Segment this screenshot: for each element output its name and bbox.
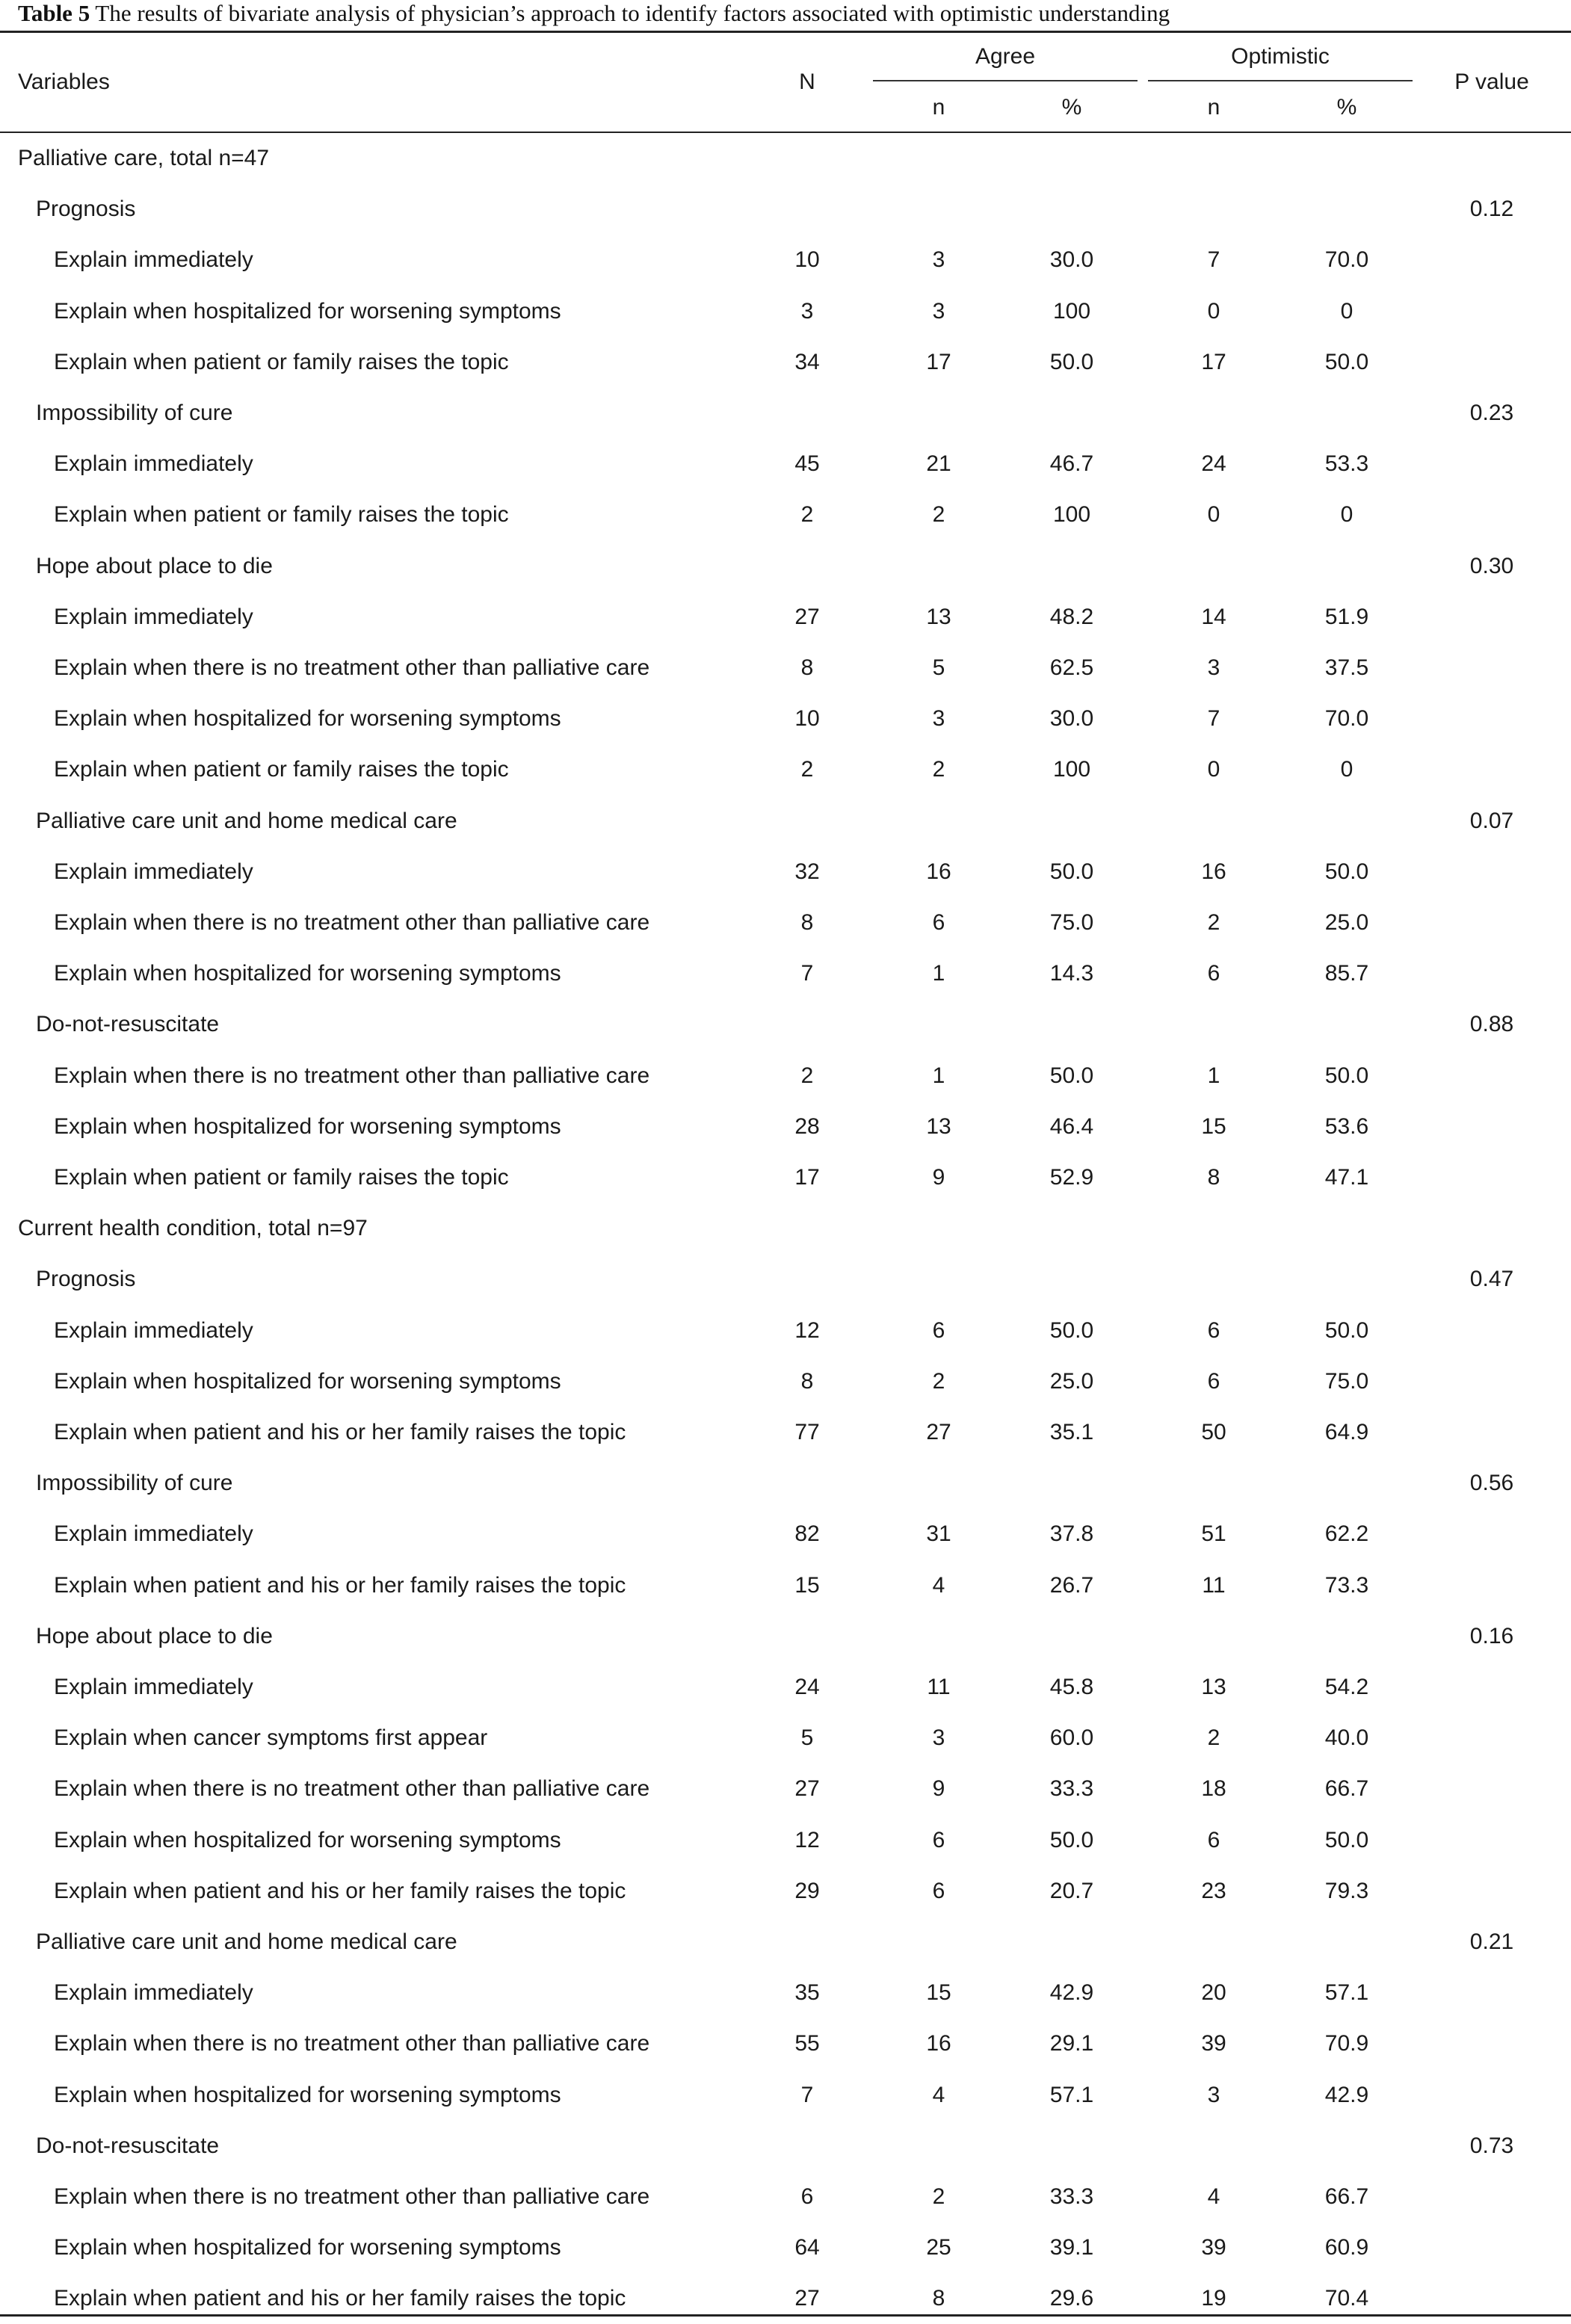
category-row [0, 999, 1571, 1050]
cell-opt-pct: 64.9 [1324, 1420, 1369, 1444]
row-label: Explain immediately [54, 604, 253, 629]
cell-n-total: 28 [794, 1113, 820, 1139]
agree-span-rule [873, 80, 1138, 81]
table-row [0, 2070, 1571, 2121]
cell-agree-pct: 100 [1052, 757, 1091, 782]
table-row [0, 693, 1571, 744]
table-row [0, 1101, 1571, 1152]
cell-opt-n: 7 [1207, 247, 1220, 273]
category-row [0, 2121, 1571, 2172]
cell-n-total: 8 [800, 655, 814, 680]
cell-agree-n: 2 [932, 1368, 945, 1394]
row-label: Explain when patient and his or her family raises the topic [54, 2286, 626, 2311]
row-label: Explain when there is no treatment other than palliative care [54, 655, 650, 680]
category-row [0, 1254, 1571, 1305]
cell-opt-pct: 73.3 [1324, 1572, 1369, 1598]
row-label: Explain immediately [54, 1980, 253, 2006]
cell-agree-pct: 45.8 [1049, 1675, 1094, 1699]
cell-opt-pct: 50.0 [1324, 859, 1369, 884]
cell-n-total: 17 [794, 1165, 820, 1190]
cell-n-total: 35 [794, 1980, 820, 2006]
table-row [0, 1815, 1571, 1866]
cell-n-total: 5 [800, 1725, 814, 1751]
cell-agree-n: 21 [926, 451, 951, 477]
table-row [0, 1407, 1571, 1458]
cell-agree-pct: 60.0 [1049, 1725, 1094, 1751]
cell-agree-pct: 50.0 [1049, 859, 1094, 884]
cell-opt-pct: 75.0 [1324, 1368, 1369, 1394]
cell-agree-pct: 46.4 [1049, 1113, 1094, 1139]
cell-agree-n: 5 [932, 655, 945, 680]
table-row [0, 1356, 1571, 1407]
table-row [0, 1560, 1571, 1611]
cell-agree-n: 1 [932, 1063, 945, 1088]
row-label: Explain when hospitalized for worsening symptoms [54, 2235, 561, 2260]
cell-opt-n: 6 [1207, 1827, 1220, 1852]
row-label: Current health condition, total n=97 [18, 1216, 368, 1241]
cell-agree-pct: 26.7 [1049, 1572, 1094, 1598]
cell-agree-pct: 48.2 [1049, 604, 1094, 629]
cell-agree-pct: 50.0 [1049, 349, 1094, 374]
cell-n-total: 64 [794, 2235, 820, 2260]
row-label: Impossibility of cure [36, 401, 233, 425]
cell-agree-n: 2 [932, 757, 945, 782]
table-row [0, 1305, 1571, 1356]
cell-agree-n: 13 [926, 604, 951, 629]
cell-pvalue: 0.12 [1469, 197, 1514, 222]
row-label: Prognosis [36, 197, 136, 222]
cell-opt-pct: 0 [1340, 757, 1354, 782]
cell-opt-pct: 66.7 [1324, 2184, 1369, 2209]
cell-opt-n: 50 [1201, 1420, 1226, 1444]
cell-agree-pct: 52.9 [1049, 1165, 1094, 1190]
cell-n-total: 10 [794, 247, 820, 273]
cell-opt-n: 6 [1207, 1368, 1220, 1394]
cell-n-total: 27 [794, 2286, 820, 2311]
cell-opt-n: 18 [1201, 1776, 1226, 1802]
header-agree-n: n [932, 95, 945, 120]
cell-agree-n: 31 [926, 1521, 951, 1547]
cell-pvalue: 0.16 [1469, 1623, 1514, 1648]
cell-agree-pct: 29.1 [1049, 2031, 1094, 2056]
cell-opt-n: 39 [1201, 2235, 1226, 2260]
bottom-rule [0, 2314, 1571, 2317]
cell-opt-pct: 51.9 [1324, 604, 1369, 629]
cell-opt-n: 1 [1207, 1063, 1220, 1088]
cell-opt-pct: 70.0 [1324, 706, 1369, 732]
table-row [0, 2018, 1571, 2069]
cell-opt-n: 11 [1202, 1572, 1226, 1598]
cell-agree-pct: 33.3 [1049, 2184, 1094, 2209]
optimistic-span-rule [1148, 80, 1413, 81]
header-variables: Variables [18, 69, 110, 94]
cell-opt-pct: 62.2 [1324, 1521, 1369, 1547]
cell-opt-n: 0 [1207, 502, 1220, 528]
cell-opt-n: 39 [1201, 2031, 1226, 2056]
cell-opt-pct: 0 [1340, 502, 1354, 528]
table-row [0, 1152, 1571, 1203]
row-label: Explain when cancer symptoms first appear [54, 1725, 488, 1751]
cell-opt-n: 2 [1207, 1725, 1220, 1751]
table-row [0, 2172, 1571, 2222]
cell-n-total: 27 [794, 1776, 820, 1802]
cell-n-total: 7 [800, 961, 814, 986]
table-row [0, 643, 1571, 693]
cell-agree-n: 16 [926, 859, 951, 884]
cell-n-total: 6 [800, 2184, 814, 2209]
row-label: Explain when patient and his or her family raises the topic [54, 1420, 626, 1444]
row-label: Explain when hospitalized for worsening symptoms [54, 298, 561, 324]
cell-opt-pct: 50.0 [1324, 1317, 1369, 1343]
cell-opt-n: 14 [1201, 604, 1226, 629]
cell-opt-pct: 66.7 [1324, 1776, 1369, 1802]
table-row [0, 1866, 1571, 1917]
cell-opt-n: 2 [1207, 910, 1220, 935]
header-agree: Agree [975, 44, 1036, 69]
row-label: Palliative care unit and home medical care [36, 808, 457, 833]
cell-opt-n: 17 [1201, 349, 1226, 374]
category-row [0, 388, 1571, 439]
cell-agree-n: 9 [932, 1165, 945, 1190]
cell-n-total: 55 [794, 2031, 820, 2056]
cell-opt-n: 6 [1207, 1317, 1220, 1343]
cell-agree-pct: 14.3 [1049, 961, 1094, 986]
cell-agree-pct: 50.0 [1049, 1317, 1094, 1343]
cell-opt-n: 6 [1207, 961, 1220, 986]
cell-opt-n: 3 [1207, 2082, 1220, 2107]
cell-agree-pct: 33.3 [1049, 1776, 1094, 1802]
row-label: Impossibility of cure [36, 1471, 233, 1496]
cell-agree-n: 13 [926, 1113, 951, 1139]
cell-opt-pct: 70.4 [1324, 2286, 1369, 2311]
cell-agree-n: 25 [926, 2235, 951, 2260]
row-label: Explain immediately [54, 247, 253, 273]
table-row [0, 286, 1571, 337]
cell-agree-n: 6 [932, 1878, 945, 1903]
cell-pvalue: 0.47 [1469, 1267, 1514, 1292]
row-label: Explain when hospitalized for worsening symptoms [54, 1113, 561, 1139]
cell-n-total: 77 [794, 1420, 820, 1444]
cell-pvalue: 0.56 [1469, 1471, 1514, 1496]
cell-agree-pct: 50.0 [1049, 1827, 1094, 1852]
row-label: Explain when patient and his or her family raises the topic [54, 1878, 626, 1903]
row-label: Explain immediately [54, 1675, 253, 1699]
row-label: Explain immediately [54, 1521, 253, 1547]
cell-n-total: 32 [794, 859, 820, 884]
cell-agree-n: 9 [932, 1776, 945, 1802]
row-label: Explain when patient or family raises the topic [54, 757, 509, 782]
cell-n-total: 45 [794, 451, 820, 477]
cell-n-total: 82 [794, 1521, 820, 1547]
category-row [0, 1611, 1571, 1662]
row-label: Explain when hospitalized for worsening symptoms [54, 1368, 561, 1394]
cell-agree-pct: 100 [1052, 502, 1091, 528]
table-row [0, 1713, 1571, 1764]
cell-opt-n: 51 [1201, 1521, 1226, 1547]
cell-agree-pct: 30.0 [1049, 706, 1094, 732]
cell-agree-n: 3 [932, 1725, 945, 1751]
cell-agree-pct: 75.0 [1049, 910, 1094, 935]
cell-agree-n: 16 [926, 2031, 951, 2056]
cell-opt-n: 23 [1201, 1878, 1226, 1903]
cell-agree-pct: 100 [1052, 298, 1091, 324]
table-row [0, 744, 1571, 795]
header-optimistic: Optimistic [1231, 44, 1330, 69]
table-row [0, 489, 1571, 540]
cell-agree-pct: 50.0 [1049, 1063, 1094, 1088]
cell-n-total: 8 [800, 910, 814, 935]
cell-opt-n: 20 [1201, 1980, 1226, 2006]
cell-opt-n: 8 [1207, 1165, 1220, 1190]
cell-opt-pct: 53.3 [1324, 451, 1369, 477]
cell-opt-pct: 0 [1340, 298, 1354, 324]
row-label: Prognosis [36, 1267, 136, 1292]
cell-n-total: 27 [794, 604, 820, 629]
table-row [0, 235, 1571, 285]
table-row [0, 439, 1571, 489]
cell-n-total: 12 [794, 1317, 820, 1343]
cell-n-total: 12 [794, 1827, 820, 1852]
cell-agree-n: 15 [926, 1980, 951, 2006]
cell-opt-pct: 54.2 [1324, 1675, 1369, 1699]
cell-opt-pct: 85.7 [1324, 961, 1369, 986]
row-label: Explain when there is no treatment other than palliative care [54, 1776, 650, 1802]
category-row [0, 541, 1571, 592]
cell-opt-n: 15 [1201, 1113, 1226, 1139]
cell-agree-pct: 35.1 [1049, 1420, 1094, 1444]
category-row [0, 1917, 1571, 1968]
section-row [0, 1203, 1571, 1254]
cell-opt-pct: 60.9 [1324, 2235, 1369, 2260]
cell-pvalue: 0.07 [1469, 808, 1514, 833]
row-label: Palliative care, total n=47 [18, 146, 270, 170]
cell-opt-pct: 70.0 [1324, 247, 1369, 273]
category-row [0, 796, 1571, 847]
section-row [0, 133, 1571, 184]
header-opt-pct: % [1336, 95, 1357, 120]
cell-n-total: 34 [794, 349, 820, 374]
cell-agree-n: 4 [932, 2082, 945, 2107]
row-label: Hope about place to die [36, 1623, 273, 1648]
header-n-total: N [799, 69, 815, 94]
cell-opt-n: 0 [1207, 298, 1220, 324]
row-label: Explain when patient and his or her family raises the topic [54, 1572, 626, 1598]
table-row [0, 1968, 1571, 2018]
table-row [0, 1051, 1571, 1101]
cell-opt-pct: 42.9 [1324, 2082, 1369, 2107]
cell-agree-n: 8 [932, 2286, 945, 2311]
cell-agree-pct: 20.7 [1049, 1878, 1094, 1903]
cell-n-total: 3 [800, 298, 814, 324]
row-label: Explain when patient or family raises the topic [54, 502, 509, 528]
cell-opt-pct: 37.5 [1324, 655, 1369, 680]
table-row [0, 1764, 1571, 1814]
cell-agree-n: 6 [932, 1827, 945, 1852]
cell-pvalue: 0.30 [1469, 553, 1514, 578]
cell-n-total: 15 [794, 1572, 820, 1598]
table-row [0, 2222, 1571, 2273]
cell-agree-pct: 57.1 [1049, 2082, 1094, 2107]
row-label: Explain when there is no treatment other than palliative care [54, 910, 650, 935]
row-label: Explain when patient or family raises the topic [54, 349, 509, 374]
top-rule [0, 31, 1571, 33]
cell-agree-n: 3 [932, 247, 945, 273]
cell-n-total: 29 [794, 1878, 820, 1903]
cell-opt-pct: 50.0 [1324, 1063, 1369, 1088]
cell-agree-n: 2 [932, 502, 945, 528]
header-pvalue: P value [1454, 69, 1529, 94]
table-row [0, 1509, 1571, 1560]
cell-opt-pct: 40.0 [1324, 1725, 1369, 1751]
row-label: Explain immediately [54, 1317, 253, 1343]
cell-agree-n: 27 [926, 1420, 951, 1444]
cell-agree-n: 11 [927, 1675, 951, 1699]
cell-opt-pct: 47.1 [1324, 1165, 1369, 1190]
row-label: Explain immediately [54, 859, 253, 884]
table-caption [18, 0, 1170, 30]
cell-opt-n: 19 [1201, 2286, 1226, 2311]
cell-opt-n: 0 [1207, 757, 1220, 782]
row-label: Do-not-resuscitate [36, 1012, 220, 1037]
header-agree-pct: % [1061, 95, 1082, 120]
cell-agree-n: 1 [932, 961, 945, 986]
cell-agree-pct: 39.1 [1049, 2235, 1094, 2260]
cell-agree-pct: 30.0 [1049, 247, 1094, 273]
cell-opt-pct: 79.3 [1324, 1878, 1369, 1903]
cell-agree-pct: 25.0 [1049, 1368, 1094, 1394]
cell-opt-pct: 50.0 [1324, 1827, 1369, 1852]
table-row [0, 847, 1571, 897]
cell-opt-pct: 53.6 [1324, 1113, 1369, 1139]
row-label: Explain when hospitalized for worsening symptoms [54, 706, 561, 732]
cell-n-total: 8 [800, 1368, 814, 1394]
cell-n-total: 24 [794, 1675, 820, 1699]
cell-agree-n: 6 [932, 910, 945, 935]
cell-n-total: 2 [800, 1063, 814, 1088]
cell-opt-n: 7 [1207, 706, 1220, 732]
category-row [0, 1458, 1571, 1509]
table-row [0, 592, 1571, 643]
cell-agree-pct: 46.7 [1049, 451, 1094, 477]
table-title: The results of bivariate analysis of physician’s approach to identify factors associated with optimistic understanding [95, 0, 1170, 26]
cell-opt-n: 16 [1201, 859, 1226, 884]
row-label: Explain when hospitalized for worsening symptoms [54, 961, 561, 986]
row-label: Do-not-resuscitate [36, 2133, 220, 2158]
cell-n-total: 2 [800, 757, 814, 782]
cell-agree-pct: 37.8 [1049, 1521, 1094, 1547]
cell-opt-pct: 70.9 [1324, 2031, 1369, 2056]
row-label: Explain when patient or family raises the topic [54, 1165, 509, 1190]
table-row [0, 948, 1571, 999]
cell-agree-pct: 42.9 [1049, 1980, 1094, 2006]
table-row [0, 1662, 1571, 1713]
cell-n-total: 2 [800, 502, 814, 528]
row-label: Explain when hospitalized for worsening symptoms [54, 1827, 561, 1852]
cell-opt-pct: 57.1 [1324, 1980, 1369, 2006]
cell-opt-n: 24 [1201, 451, 1226, 477]
cell-opt-pct: 25.0 [1324, 910, 1369, 935]
cell-agree-n: 6 [932, 1317, 945, 1343]
cell-opt-pct: 50.0 [1324, 349, 1369, 374]
table-row [0, 337, 1571, 388]
cell-pvalue: 0.73 [1469, 2133, 1514, 2158]
cell-pvalue: 0.88 [1469, 1012, 1514, 1037]
row-label: Explain when there is no treatment other than palliative care [54, 1063, 650, 1088]
cell-agree-n: 17 [926, 349, 951, 374]
cell-n-total: 10 [794, 706, 820, 732]
row-label: Explain when there is no treatment other than palliative care [54, 2031, 650, 2056]
cell-pvalue: 0.23 [1469, 401, 1514, 425]
row-label: Explain when hospitalized for worsening symptoms [54, 2082, 561, 2107]
cell-agree-n: 3 [932, 706, 945, 732]
cell-agree-n: 2 [932, 2184, 945, 2209]
cell-agree-n: 4 [932, 1572, 945, 1598]
cell-opt-n: 4 [1207, 2184, 1220, 2209]
cell-agree-pct: 29.6 [1049, 2286, 1094, 2311]
cell-opt-n: 13 [1201, 1675, 1226, 1699]
category-row [0, 184, 1571, 235]
table-number: Table 5 [18, 0, 90, 26]
row-label: Explain immediately [54, 451, 253, 477]
row-label: Hope about place to die [36, 553, 273, 578]
cell-n-total: 7 [800, 2082, 814, 2107]
row-label: Palliative care unit and home medical care [36, 1929, 457, 1954]
cell-pvalue: 0.21 [1469, 1929, 1514, 1954]
table-row [0, 897, 1571, 948]
cell-agree-pct: 62.5 [1049, 655, 1094, 680]
cell-opt-n: 3 [1207, 655, 1220, 680]
cell-agree-n: 3 [932, 298, 945, 324]
header-opt-n: n [1207, 95, 1220, 120]
row-label: Explain when there is no treatment other than palliative care [54, 2184, 650, 2209]
